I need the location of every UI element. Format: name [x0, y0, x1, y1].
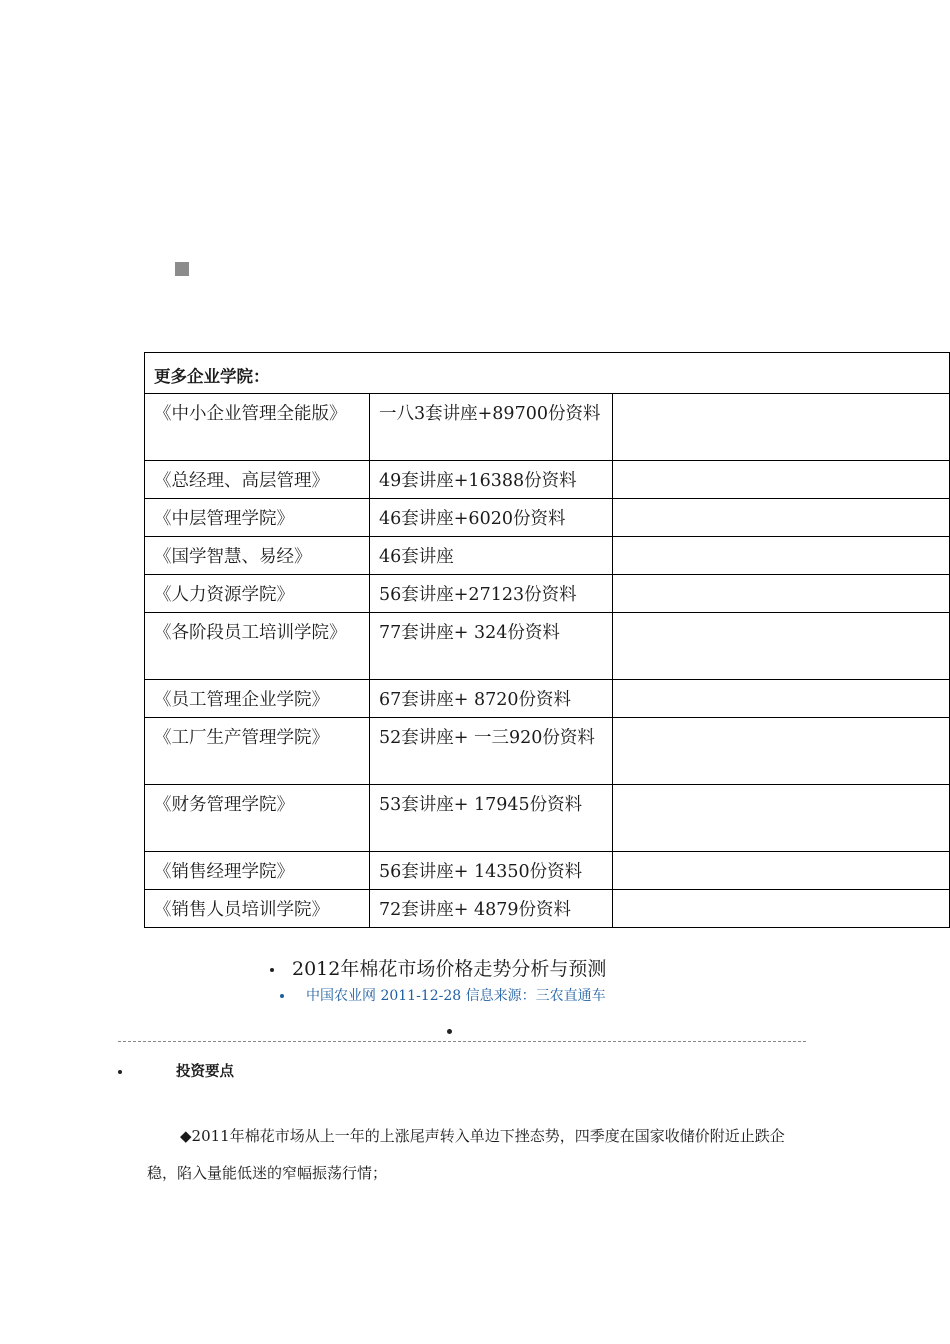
course-content-cell: 52套讲座+ 一三920份资料	[370, 718, 613, 785]
course-name-cell: 《员工管理企业学院》	[145, 680, 370, 718]
course-name-cell: 《国学智慧、易经》	[145, 537, 370, 575]
empty-cell	[613, 575, 950, 613]
course-name-cell: 《中层管理学院》	[145, 499, 370, 537]
course-content-cell: 67套讲座+ 8720份资料	[370, 680, 613, 718]
course-content-cell: 49套讲座+16388份资料	[370, 461, 613, 499]
course-content-cell: 一八3套讲座+89700份资料	[370, 394, 613, 461]
article-title[interactable]: 2012年棉花市场价格走势分析与预测	[270, 954, 606, 981]
course-name-cell: 《销售经理学院》	[145, 852, 370, 890]
bullet-icon	[280, 994, 284, 998]
table-row	[145, 499, 950, 537]
table-row	[145, 575, 950, 613]
more-academies-table	[144, 352, 950, 928]
square-bullet-icon	[175, 262, 189, 276]
table-row	[145, 785, 950, 852]
course-content-cell: 56套讲座+27123份资料	[370, 575, 613, 613]
table-row	[145, 852, 950, 890]
section-heading: 投资要点	[118, 1060, 234, 1081]
article-meta[interactable]: 中国农业网 2011-12-28 信息来源：三农直通车	[280, 985, 606, 1005]
article-paragraph: ◆2011年棉花市场从上一年的上涨尾声转入单边下挫态势，四季度在国家收储价附近止跌企稳，陷入量能低迷的窄幅振荡行情；	[147, 1127, 785, 1182]
table-header: 更多企业学院：	[145, 353, 950, 394]
empty-cell	[613, 718, 950, 785]
empty-cell	[613, 499, 950, 537]
course-name-cell: 《人力资源学院》	[145, 575, 370, 613]
table-row	[145, 890, 950, 928]
course-name-cell: 《总经理、高层管理》	[145, 461, 370, 499]
course-name-cell: 《销售人员培训学院》	[145, 890, 370, 928]
course-name-cell: 《工厂生产管理学院》	[145, 718, 370, 785]
bullet-icon	[270, 968, 274, 972]
empty-cell	[613, 394, 950, 461]
empty-cell	[613, 537, 950, 575]
empty-cell	[613, 680, 950, 718]
bullet-icon	[447, 1029, 452, 1034]
table-row	[145, 680, 950, 718]
dashed-divider	[118, 1041, 806, 1042]
course-name-cell: 《各阶段员工培训学院》	[145, 613, 370, 680]
empty-cell	[613, 785, 950, 852]
course-content-cell: 46套讲座+6020份资料	[370, 499, 613, 537]
course-content-cell: 77套讲座+ 324份资料	[370, 613, 613, 680]
empty-cell	[613, 461, 950, 499]
empty-cell	[613, 613, 950, 680]
table-row	[145, 394, 950, 461]
empty-cell	[613, 890, 950, 928]
course-name-cell: 《财务管理学院》	[145, 785, 370, 852]
course-content-cell: 53套讲座+ 17945份资料	[370, 785, 613, 852]
table-header-row	[145, 353, 950, 394]
table-row	[145, 537, 950, 575]
course-content-cell: 72套讲座+ 4879份资料	[370, 890, 613, 928]
table-row	[145, 461, 950, 499]
course-content-cell: 46套讲座	[370, 537, 613, 575]
course-content-cell: 56套讲座+ 14350份资料	[370, 852, 613, 890]
table-row	[145, 613, 950, 680]
course-name-cell: 《中小企业管理全能版》	[145, 394, 370, 461]
bullet-icon	[118, 1070, 122, 1074]
table-row	[145, 718, 950, 785]
empty-cell	[613, 852, 950, 890]
